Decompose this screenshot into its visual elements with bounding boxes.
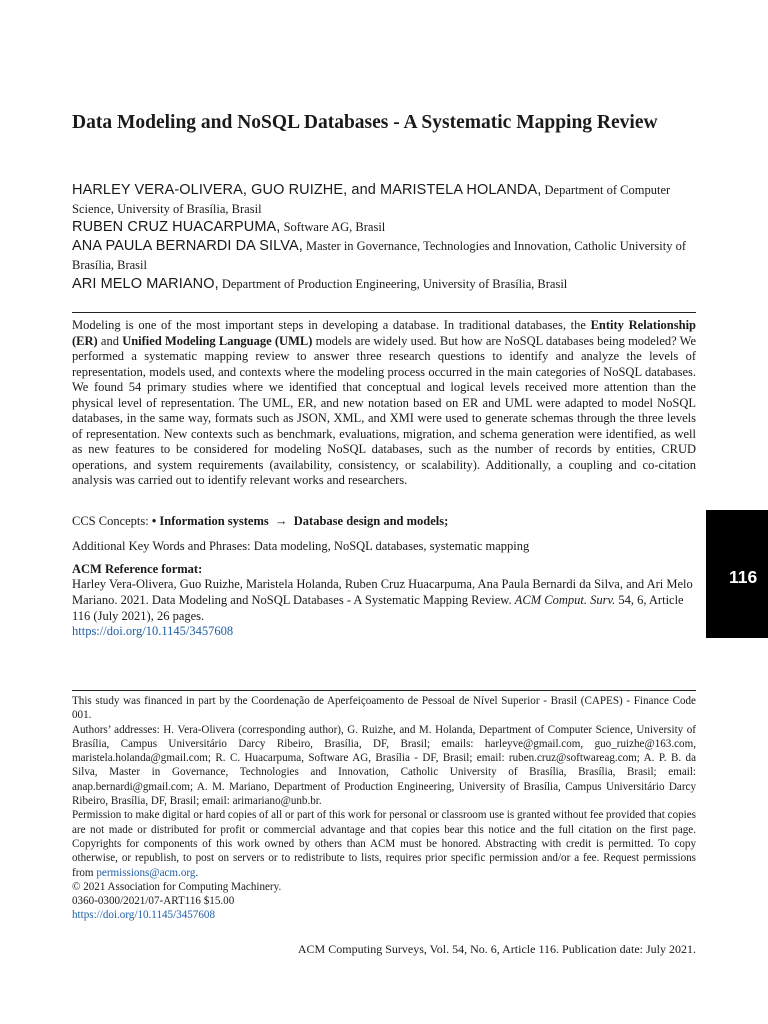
ccs-concepts: [72, 513, 696, 529]
footnote-doi-link[interactable]: https://doi.org/10.1145/3457608: [72, 909, 215, 922]
abstract-term-uml: Unified Modeling Language (UML): [122, 333, 313, 348]
reference-format: [72, 577, 696, 640]
author-affiliation: Department of Production Engineering, University of Brasília, Brasil: [221, 276, 568, 291]
reference-heading: ACM Reference format:: [72, 562, 203, 576]
footnote-block: [72, 694, 696, 923]
funding-note: This study was financed in part by the Coordenação de Aperfeiçoamento de Pessoal de Nível Superior - Brasil (CAPES) - Finance Code 001.: [72, 695, 696, 722]
reference-doi-link[interactable]: https://doi.org/10.1145/3457608: [72, 624, 234, 639]
reference-text: Harley Vera-Olivera, Guo Ruizhe, Maristela Holanda, Ruben Cruz Huacarpuma, Ana Paula Bernardi da Silva, and Ari Melo Mariano. 2021. Data Modeling and NoSQL Databases - A Systematic Mapping Review.: [72, 577, 693, 607]
permission-text: Permission to make digital or hard copies of all or part of this work for personal or classroom use is granted without fee provided that copies are not made or distributed for profit or commercial advantage and that copies bear this notice and the full citation on the first page. Copyrights for components of this work owned by others than ACM must be honored. Abstracting with credit is permitted. To copy otherwise, or republish, to post on servers or to redistribute to lists, requires prior specific permission and/or a fee. Request permissions from: [72, 809, 696, 879]
author-names: ARI MELO MARIANO,: [72, 275, 219, 292]
reference-details: 54, 6, Article 116 (July 2021), 26 pages.: [72, 592, 684, 623]
abstract-text: models are widely used. But how are NoSQL databases being modeled? We performed a systematic mapping review to answer three research questions to identify and analyze the levels of representation, models used, and contexts where the modeling process occurred in the main categories of NoSQL databases. We found 54 primary studies where we identified that conceptual and logical levels received more attention than the physical level of representation. The UML, ER, and new notation based on ER and UML were adapted to model NoSQL databases, in the same way, formats such as JSON, XML, and XMI were used to generate schemas through the three levels of representation. New contexts such as benchmark, evaluations, migration, and schema generation were identified, as well as new features to be considered for modeling NoSQL databases, such as the number of records by entities, CRUD operations, and system requirements (availability, consistency, or scalability). Additionally, a coupling and co-citation analysis was carried out to identify relevant works and researchers.: [72, 333, 697, 488]
issn-note: 0360-0300/2021/07-ART116 $15.00: [72, 895, 235, 908]
author-names: HARLEY VERA-OLIVERA, GUO RUIZHE, and MARISTELA HOLANDA,: [72, 182, 542, 198]
header-rule: [72, 312, 696, 313]
abstract: [72, 318, 696, 489]
author-addresses: Authors’ addresses: H. Vera-Olivera (corresponding author), G. Ruizhe, and M. Holanda, Department of Computer Science, University of Brasília, Campus Universitário Darcy Ribeiro, Brasília, DF, Brasil; emails: harleyve@gmail.com, guo_ruizhe@163.com, maristela.holanda@gmail.com; R. C. Huacarpuma, Software AG, Brasília - DF, Brasil; email: ruben.cruz@softwareag.com; A. P. B. da Silva, Master in Governance, Technologies and Innovation, Catholic University of Brasília, Brasília, Brasil; email: anap.bernardi@gmail.com; A. M. Mariano, Department of Production Engineering, University of Brasília, Campus Universitário Darcy Ribeiro, Brasília, DF, Brasil; email: arimariano@unb.br.: [72, 723, 696, 808]
reference-journal: ACM Comput. Surv.: [514, 592, 616, 607]
author-block: [72, 181, 698, 293]
keywords: [72, 538, 696, 554]
copyright-note: © 2021 Association for Computing Machinery.: [72, 880, 282, 893]
ccs-arrow: →: [275, 514, 288, 528]
ccs-label: CCS Concepts:: [72, 514, 152, 528]
author-names: RUBEN CRUZ HUACARPUMA,: [72, 219, 281, 236]
abstract-text: and: [97, 333, 123, 348]
keywords-value: Data modeling, NoSQL databases, systematic mapping: [253, 539, 530, 553]
author-affiliation: Department of Computer Science, University of Brasília, Brasil: [72, 183, 671, 216]
author-affiliation: Software AG, Brasil: [283, 220, 386, 235]
ccs-subconcept: Database design and models;: [293, 514, 449, 528]
footnote-rule: [72, 690, 696, 691]
page-footer: ACM Computing Surveys, Vol. 54, No. 6, Article 116. Publication date: July 2021.: [297, 942, 696, 956]
abstract-term-er: Entity Relationship (ER): [72, 318, 696, 348]
article-number: 116: [729, 567, 758, 587]
abstract-text: Modeling is one of the most important steps in developing a database. In traditional databases, the: [72, 318, 591, 332]
permissions-email-link[interactable]: permissions@acm.org: [96, 866, 196, 879]
ccs-bullet: •: [151, 514, 157, 528]
article-number-tab: [706, 510, 768, 638]
ccs-concept: Information systems: [159, 514, 269, 528]
keywords-label: Additional Key Words and Phrases:: [72, 539, 251, 553]
author-names: ANA PAULA BERNARDI DA SILVA,: [72, 238, 303, 255]
paper-title: Data Modeling and NoSQL Databases - A Systematic Mapping Review: [72, 112, 658, 133]
permission-end: .: [195, 866, 199, 879]
author-affiliation: Master in Governance, Technologies and Innovation, Catholic University of Brasília, Brasil: [72, 239, 687, 272]
permission-note: [72, 808, 696, 879]
